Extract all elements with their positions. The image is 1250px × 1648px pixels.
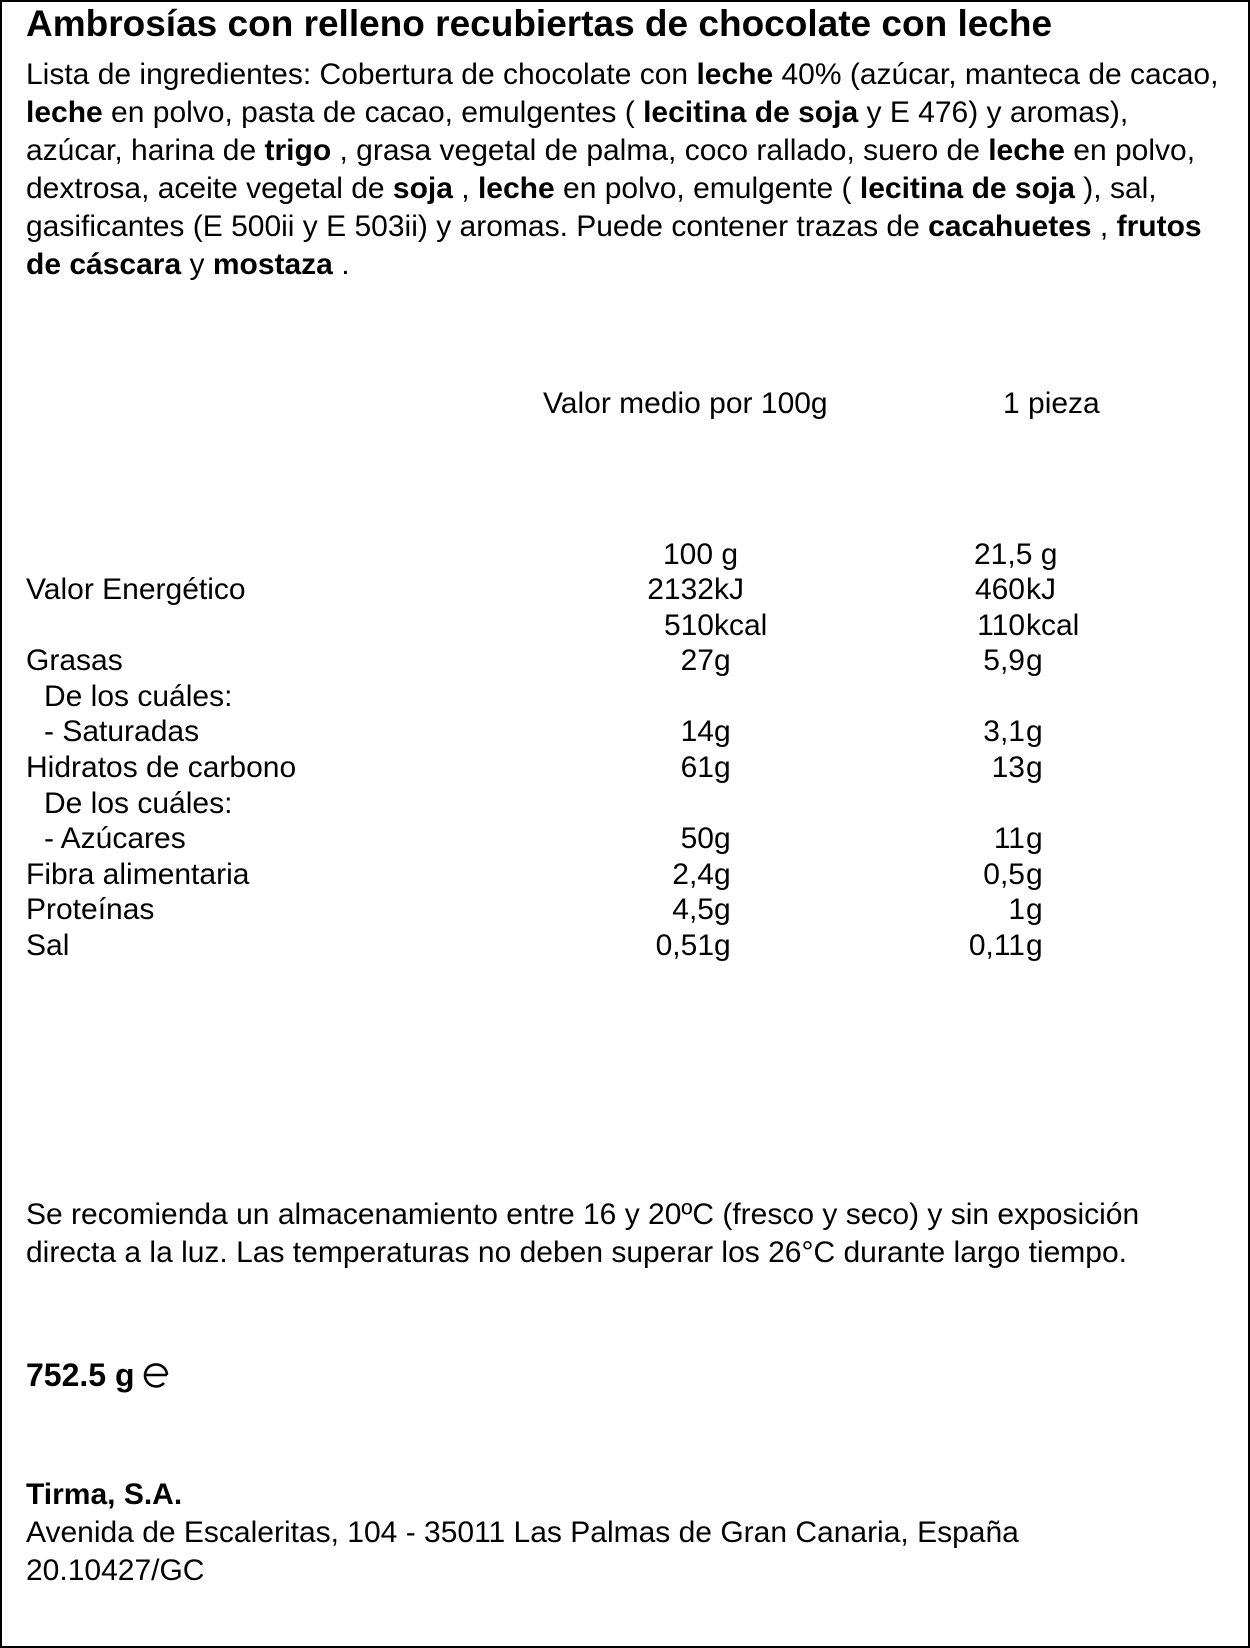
ingredients-list: [26, 56, 1226, 284]
ingredient-text: en polvo, dextrosa, aceite vegetal de: [26, 134, 1196, 205]
allergen: mostaza: [212, 248, 333, 281]
allergen: soja: [392, 172, 453, 205]
unit-per-100g: g: [714, 893, 731, 927]
nutrient-label: Proteínas: [26, 893, 155, 927]
value-per-piece: 5,9: [983, 644, 1025, 678]
unit-per-100g: kcal: [714, 608, 768, 642]
nutrient-label: - Saturadas: [44, 715, 200, 749]
nutrient-label: Valor Energético: [26, 573, 246, 606]
unit-per-piece: g: [1026, 715, 1043, 749]
nutrient-label: Hidratos de carbono: [26, 751, 297, 784]
value-per-100g: 2,4: [672, 857, 714, 891]
value-per-100g: 27: [680, 644, 714, 678]
value-per-100g: 61: [680, 751, 714, 784]
unit-per-100g: g: [714, 857, 731, 891]
unit-per-piece: g: [1026, 751, 1043, 784]
ingredient-text: ,: [1091, 210, 1117, 243]
unit-per-piece: g: [1026, 822, 1043, 856]
allergen: leche: [477, 172, 555, 205]
unit-per-100g: kJ: [714, 573, 744, 606]
ingredient-text: Lista de ingredientes: Cobertura de chocolate con: [26, 58, 697, 91]
registration-code: 20.10427/GC: [26, 1554, 205, 1587]
unit-per-100g: g: [714, 644, 731, 678]
estimated-sign-icon: [141, 1360, 171, 1390]
allergen: leche: [988, 134, 1065, 167]
nutrient-label: Grasas: [26, 644, 123, 678]
ingredient-text: en polvo, emulgente (: [554, 172, 860, 205]
nutrient-label: De los cuáles:: [44, 786, 233, 820]
ingredient-text: ), sal, gasificantes (E 500ii y E 503ii) y aromas. Puede contener trazas de: [26, 172, 1157, 243]
unit-per-piece: g: [1026, 644, 1043, 678]
value-per-100g: 0,51: [655, 929, 714, 962]
ingredient-text: en polvo, pasta de cacao, emulgentes (: [102, 96, 644, 129]
company-address: Avenida de Escaleritas, 104 - 35011 Las Palmas de Gran Canaria, España: [26, 1516, 1019, 1549]
ingredient-text: , grasa vegetal de palma, coco rallado, suero de: [331, 134, 989, 167]
unit-per-piece: g: [1026, 857, 1043, 891]
value-per-piece: 0,11: [968, 929, 1025, 962]
unit-per-100g: g: [714, 715, 731, 749]
nutrient-label: Sal: [26, 929, 70, 962]
company-name: Tirma, S.A.: [26, 1478, 183, 1511]
value-per-piece: 460: [974, 573, 1025, 606]
allergen: leche: [696, 58, 774, 91]
serving-piece: 21,5 g: [974, 538, 1058, 571]
nutrient-label: De los cuáles:: [44, 679, 233, 713]
product-title: Ambrosías con relleno recubiertas de chocolate con leche: [26, 3, 1053, 44]
allergen: lecitina de soja: [643, 96, 859, 129]
unit-per-piece: g: [1026, 893, 1043, 927]
value-per-100g: 510: [663, 608, 714, 642]
nutrient-label: - Azúcares: [44, 822, 186, 856]
ingredient-text: 40% (azúcar, manteca de cacao,: [773, 58, 1219, 91]
unit-per-100g: g: [714, 929, 731, 962]
ingredient-text: y: [181, 248, 213, 281]
header-per-100g: Valor medio por 100g: [543, 387, 828, 420]
net-weight-value: 752.5 g: [26, 1357, 135, 1393]
value-per-piece: 1: [1008, 893, 1025, 927]
serving-100g: 100 g: [663, 538, 739, 571]
allergen: leche: [26, 96, 103, 129]
value-per-piece: 13: [991, 751, 1025, 784]
value-per-piece: 0,5: [983, 857, 1025, 891]
allergen: frutos de cáscara: [26, 210, 1202, 281]
ingredient-text: y E 476) y aromas), azúcar, harina de: [26, 96, 1129, 167]
unit-per-piece: g: [1026, 929, 1043, 962]
storage-instructions: Se recomienda un almacenamiento entre 16 y 20ºC (fresco y seco) y sin exposición directa a la luz. Las temperaturas no deben superar los 26°C durante largo tiempo.: [26, 1198, 1140, 1269]
unit-per-100g: g: [714, 822, 731, 856]
allergen: cacahuetes: [928, 210, 1092, 243]
unit-per-piece: kcal: [1026, 608, 1080, 642]
header-per-piece: 1 pieza: [1003, 387, 1100, 420]
net-weight: [26, 1355, 171, 1395]
value-per-100g: 14: [680, 715, 714, 749]
value-per-piece: 110: [977, 608, 1025, 642]
value-per-100g: 4,5: [672, 893, 714, 927]
ingredient-text: .: [332, 248, 350, 281]
allergen: trigo: [264, 134, 332, 167]
allergen: lecitina de soja: [859, 172, 1075, 205]
ingredient-text: ,: [452, 172, 478, 205]
nutrient-label: Fibra alimentaria: [26, 857, 250, 891]
unit-per-100g: g: [714, 751, 731, 784]
value-per-100g: 2132: [647, 573, 714, 606]
value-per-100g: 50: [680, 822, 714, 856]
unit-per-piece: kJ: [1026, 573, 1056, 606]
value-per-piece: 3,1: [983, 715, 1025, 749]
value-per-piece: 11: [993, 822, 1025, 856]
